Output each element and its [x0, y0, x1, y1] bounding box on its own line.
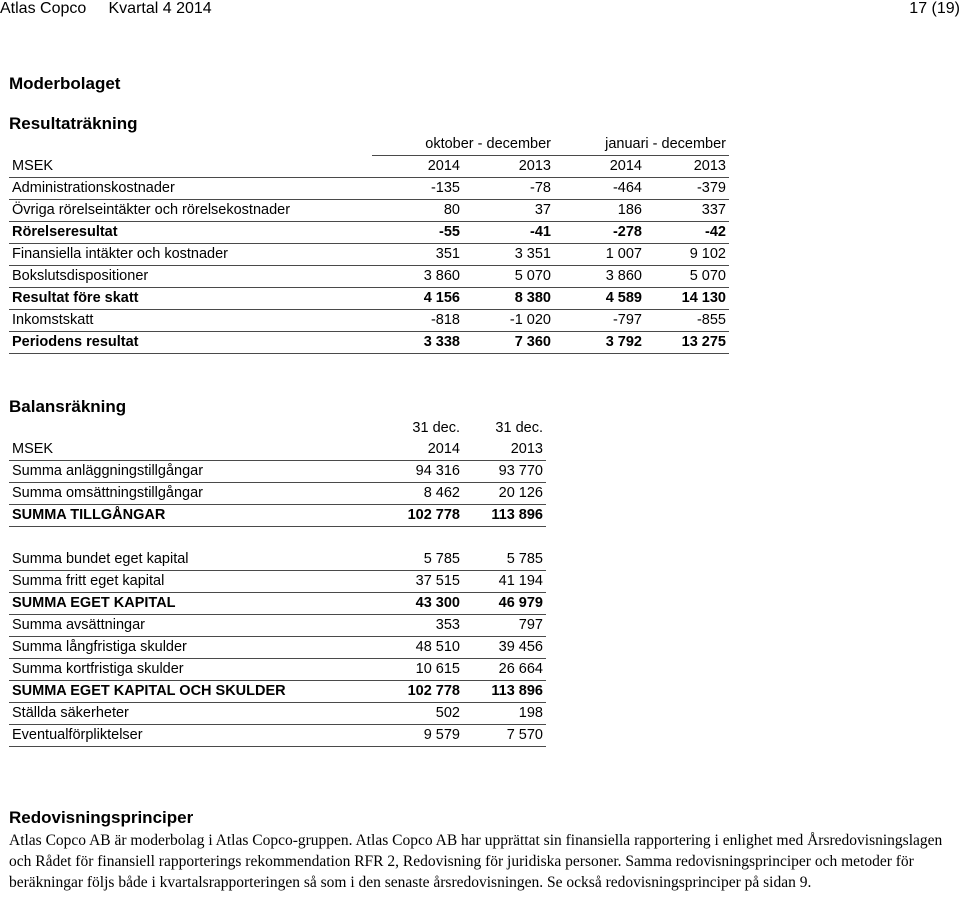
row-value: 14 130 [645, 288, 729, 310]
table-row [9, 549, 546, 571]
table-row [9, 593, 546, 615]
table-row [9, 615, 546, 637]
row-label: Summa avsättningar [9, 615, 372, 637]
column-year: 2013 [463, 439, 546, 461]
row-value: -42 [645, 222, 729, 244]
row-value: 48 510 [372, 637, 463, 659]
balance-sheet-title: Balansräkning [9, 397, 127, 416]
row-value: 37 515 [372, 571, 463, 593]
row-value: 5 785 [372, 549, 463, 571]
row-value: -41 [463, 222, 554, 244]
row-value: -78 [463, 178, 554, 200]
row-value: 43 300 [372, 593, 463, 615]
table-row [9, 483, 546, 505]
table-row [9, 461, 546, 483]
table-row [9, 571, 546, 593]
column-year: 2014 [554, 156, 645, 178]
period-label-2014: 31 dec. [412, 420, 460, 436]
row-value: 3 351 [463, 244, 554, 266]
period-label-2013: 31 dec. [495, 420, 543, 436]
row-label: Inkomstskatt [9, 310, 372, 332]
row-value: 13 275 [645, 332, 729, 354]
row-value: 9 102 [645, 244, 729, 266]
row-value: 102 778 [372, 681, 463, 703]
row-value: 7 360 [463, 332, 554, 354]
row-label: Ställda säkerheter [9, 703, 372, 725]
row-label: Summa bundet eget kapital [9, 549, 372, 571]
row-value: 351 [372, 244, 463, 266]
row-value: 4 156 [372, 288, 463, 310]
column-year: 2014 [372, 439, 463, 461]
row-value: 37 [463, 200, 554, 222]
table-row [9, 266, 729, 288]
row-label: SUMMA TILLGÅNGAR [9, 505, 372, 527]
spacer-row [9, 527, 546, 550]
row-label: Övriga rörelseintäkter och rörelsekostnader [9, 200, 372, 222]
row-value: 80 [372, 200, 463, 222]
row-label: Periodens resultat [9, 332, 372, 354]
row-value: 20 126 [463, 483, 546, 505]
table-row [9, 222, 729, 244]
period-jan-dec: januari - december [554, 134, 729, 156]
row-value: -855 [645, 310, 729, 332]
row-value: 26 664 [463, 659, 546, 681]
row-value: 8 380 [463, 288, 554, 310]
column-year: 2013 [645, 156, 729, 178]
header-title: Atlas Copco Kvartal 4 2014 [0, 0, 212, 17]
row-value: 41 194 [463, 571, 546, 593]
table-row [9, 310, 729, 332]
row-value: 102 778 [372, 505, 463, 527]
row-value: 3 792 [554, 332, 645, 354]
row-label: Summa omsättningstillgångar [9, 483, 372, 505]
row-value: 1 007 [554, 244, 645, 266]
row-value: -464 [554, 178, 645, 200]
row-value: 10 615 [372, 659, 463, 681]
row-value: 7 570 [463, 725, 546, 747]
row-value: -55 [372, 222, 463, 244]
accounting-policies [9, 808, 954, 893]
page-header [0, 0, 960, 20]
policies-text: Atlas Copco AB är moderbolag i Atlas Copco-gruppen. Atlas Copco AB har upprättat sin finansiella rapportering i enlighet med Årsredovisningslagen och Rådet för finansiell rapporterings rekommendation RFR 2, Redovisning för juridiska personer. Samma redovisningsprinciper och metoder för beräkningar följs både i kvartalsrapporteringen så som i den senaste årsredovisningen. Se också redovisningsprinciper på sidan 9. [9, 832, 943, 891]
column-header-row [9, 439, 546, 461]
row-value: 113 896 [463, 681, 546, 703]
row-value: -818 [372, 310, 463, 332]
table-row [9, 505, 546, 527]
row-value: 353 [372, 615, 463, 637]
table-row [9, 288, 729, 310]
table-row [9, 637, 546, 659]
row-value: 46 979 [463, 593, 546, 615]
income-statement-table [9, 134, 729, 354]
table-row [9, 332, 729, 354]
table-row [9, 659, 546, 681]
row-value: 5 785 [463, 549, 546, 571]
balance-sheet-table [9, 418, 546, 747]
row-value: -278 [554, 222, 645, 244]
row-value: 93 770 [463, 461, 546, 483]
row-value: 502 [372, 703, 463, 725]
row-value: 39 456 [463, 637, 546, 659]
row-value: 337 [645, 200, 729, 222]
row-value: 3 338 [372, 332, 463, 354]
page-number: 17 (19) [909, 0, 960, 17]
policies-title: Redovisningsprinciper [9, 808, 194, 827]
row-label: SUMMA EGET KAPITAL [9, 593, 372, 615]
row-value: -135 [372, 178, 463, 200]
row-label: Summa anläggningstillgångar [9, 461, 372, 483]
row-value: 4 589 [554, 288, 645, 310]
row-label: Summa kortfristiga skulder [9, 659, 372, 681]
table-row [9, 725, 546, 747]
unit-label: MSEK [9, 439, 372, 461]
row-label: Resultat före skatt [9, 288, 372, 310]
row-label: Administrationskostnader [9, 178, 372, 200]
period-oct-dec: oktober - december [372, 134, 554, 156]
row-value: 198 [463, 703, 546, 725]
row-label: Finansiella intäkter och kostnader [9, 244, 372, 266]
row-label: Rörelseresultat [9, 222, 372, 244]
row-label: Summa fritt eget kapital [9, 571, 372, 593]
row-value: -1 020 [463, 310, 554, 332]
table-row [9, 703, 546, 725]
row-value: 797 [463, 615, 546, 637]
column-year: 2014 [372, 156, 463, 178]
table-row [9, 681, 546, 703]
row-value: 113 896 [463, 505, 546, 527]
row-value: 3 860 [372, 266, 463, 288]
income-statement-title: Resultaträkning [9, 114, 138, 133]
period-header-row [9, 418, 546, 439]
row-value: 3 860 [554, 266, 645, 288]
table-row [9, 178, 729, 200]
row-value: -797 [554, 310, 645, 332]
row-label: SUMMA EGET KAPITAL OCH SKULDER [9, 681, 372, 703]
row-label: Eventualförpliktelser [9, 725, 372, 747]
table-row [9, 244, 729, 266]
row-label: Summa långfristiga skulder [9, 637, 372, 659]
column-year: 2013 [463, 156, 554, 178]
period-header-row [9, 134, 729, 156]
row-value: 186 [554, 200, 645, 222]
row-value: 5 070 [645, 266, 729, 288]
unit-label: MSEK [9, 156, 372, 178]
row-value: -379 [645, 178, 729, 200]
row-value: 9 579 [372, 725, 463, 747]
table-row [9, 200, 729, 222]
row-label: Bokslutsdispositioner [9, 266, 372, 288]
section-title: Moderbolaget [9, 74, 121, 93]
row-value: 5 070 [463, 266, 554, 288]
row-value: 8 462 [372, 483, 463, 505]
row-value: 94 316 [372, 461, 463, 483]
column-header-row [9, 156, 729, 178]
